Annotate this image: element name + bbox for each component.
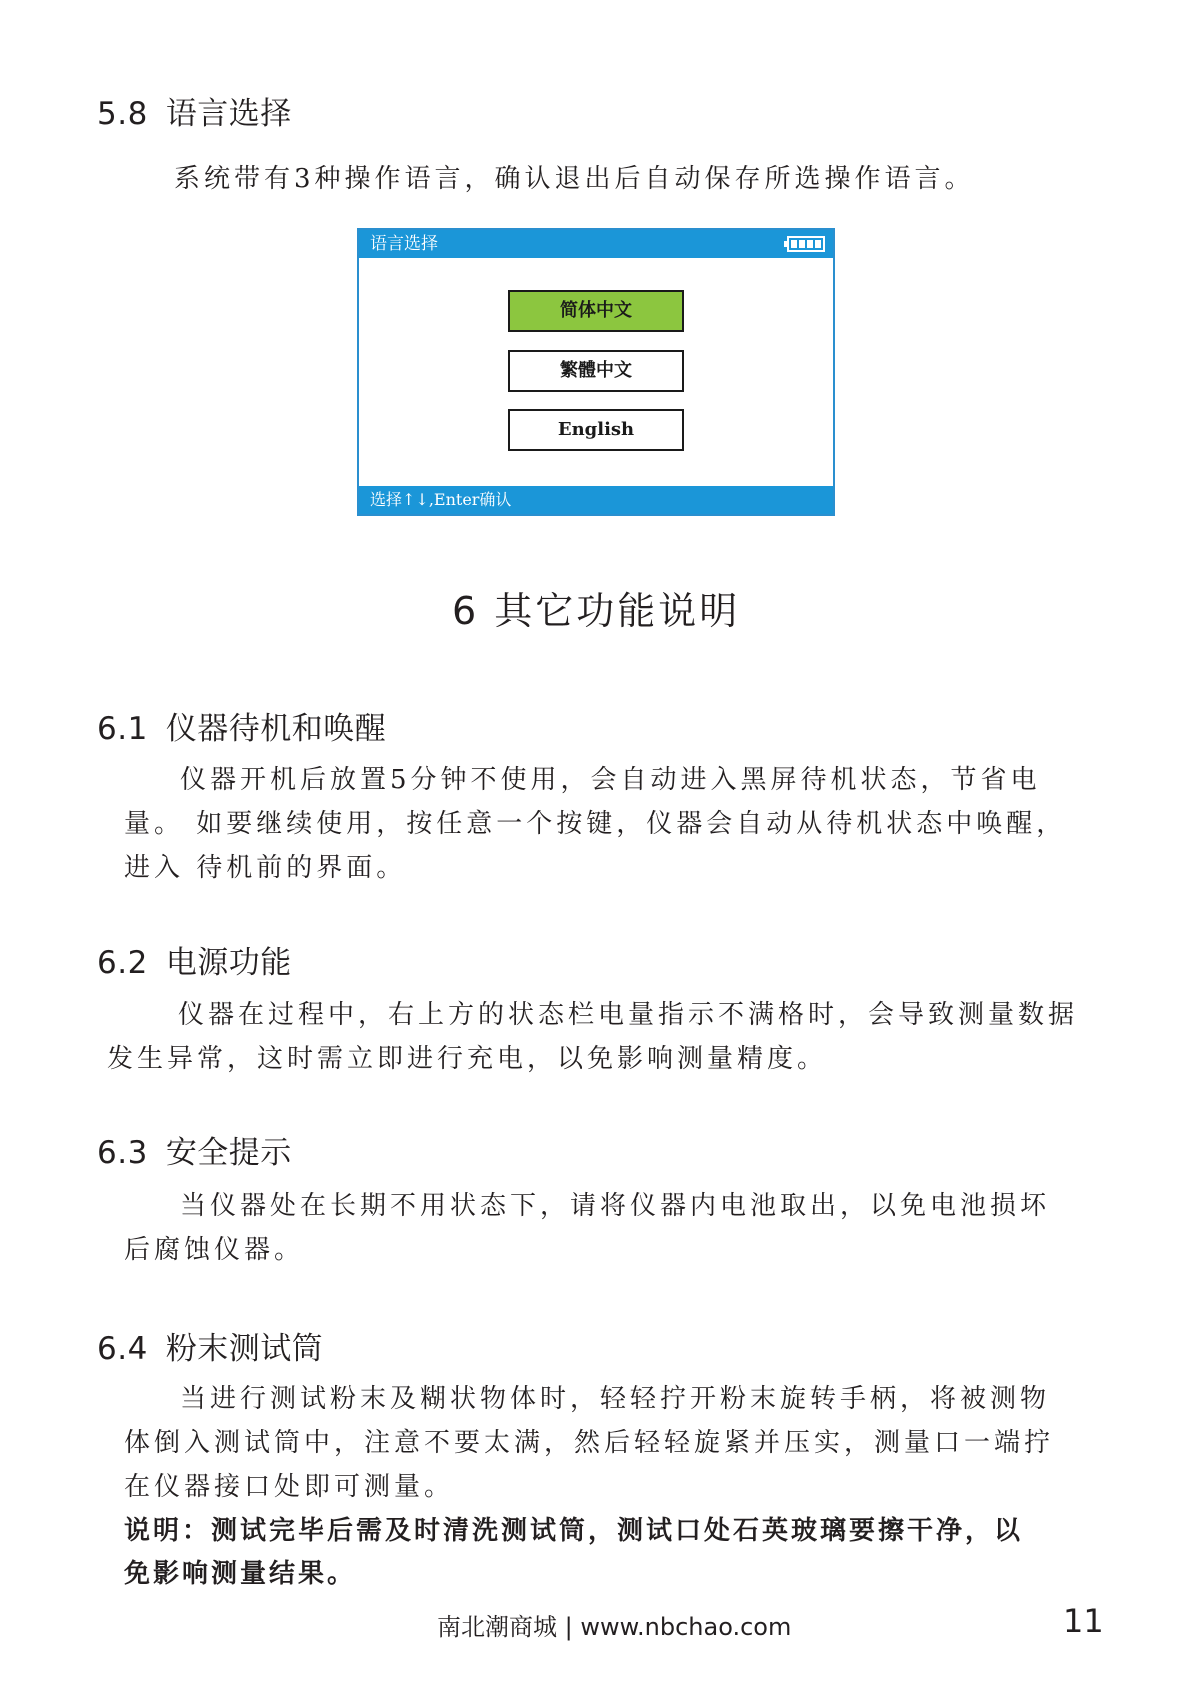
paragraph-line: 仪器在过程中，右上方的状态栏电量指示不满格时，会导致测量数据 bbox=[178, 1000, 1079, 1030]
section-heading-6-2 bbox=[97, 937, 292, 982]
section-heading-6-4 bbox=[97, 1323, 323, 1368]
note-line: 免影响测量结果。 bbox=[124, 1559, 357, 1589]
section-title: 仪器待机和唤醒 bbox=[165, 711, 387, 747]
paragraph-line: 进入 待机前的界面。 bbox=[124, 853, 407, 883]
section-title: 电源功能 bbox=[165, 945, 292, 981]
paragraph-line: 当仪器处在长期不用状态下，请将仪器内电池取出，以免电池损坏 bbox=[180, 1191, 1051, 1221]
language-option-simplified-chinese[interactable]: 简体中文 bbox=[508, 290, 684, 332]
section-number: 5.8 bbox=[97, 96, 148, 132]
paragraph-line: 当进行测试粉末及糊状物体时，轻轻拧开粉末旋转手柄，将被测物 bbox=[180, 1384, 1051, 1414]
paragraph-line: 仪器开机后放置5分钟不使用，会自动进入黑屏待机状态，节省电 bbox=[180, 765, 1041, 795]
section-number: 6.4 bbox=[97, 1331, 148, 1367]
section-number: 6.3 bbox=[97, 1135, 148, 1171]
device-title-bar bbox=[359, 230, 833, 258]
paragraph: 系统带有3种操作语言，确认退出后自动保存所选操作语言。 bbox=[174, 164, 975, 194]
section-title: 安全提示 bbox=[165, 1135, 292, 1171]
battery-full-icon bbox=[787, 236, 825, 252]
section-number: 6.2 bbox=[97, 945, 148, 981]
language-option-traditional-chinese[interactable]: 繁體中文 bbox=[508, 350, 684, 392]
section-title: 粉末测试筒 bbox=[165, 1331, 324, 1367]
device-status-bar bbox=[359, 486, 833, 514]
page-number: 11 bbox=[1063, 1602, 1104, 1640]
device-screen-language-select bbox=[357, 228, 835, 516]
device-status-hint: 选择↑↓,Enter确认 bbox=[370, 490, 512, 509]
section-heading-6-1 bbox=[97, 703, 386, 748]
paragraph-line: 后腐蚀仪器。 bbox=[124, 1235, 305, 1265]
section-number: 6.1 bbox=[97, 711, 148, 747]
chapter-title: 6 其它功能说明 bbox=[452, 589, 741, 633]
paragraph-line: 发生异常，这时需立即进行充电，以免影响测量精度。 bbox=[107, 1044, 828, 1074]
section-title: 语言选择 bbox=[165, 96, 292, 132]
section-heading-5-8 bbox=[97, 88, 292, 133]
paragraph-line: 量。 如要继续使用，按任意一个按键，仪器会自动从待机状态中唤醒， bbox=[124, 809, 1067, 839]
note-line: 说明：测试完毕后需及时清洗测试筒，测试口处石英玻璃要擦干净，以 bbox=[124, 1516, 1024, 1546]
page-footer: 南北潮商城 | www.nbchao.com bbox=[437, 1613, 792, 1641]
device-title: 语言选择 bbox=[370, 234, 438, 254]
section-heading-6-3 bbox=[97, 1127, 292, 1172]
language-option-english[interactable]: English bbox=[508, 409, 684, 451]
paragraph-line: 在仪器接口处即可测量。 bbox=[124, 1472, 455, 1502]
paragraph-line: 体倒入测试筒中，注意不要太满，然后轻轻旋紧并压实，测量口一端拧 bbox=[124, 1428, 1055, 1458]
